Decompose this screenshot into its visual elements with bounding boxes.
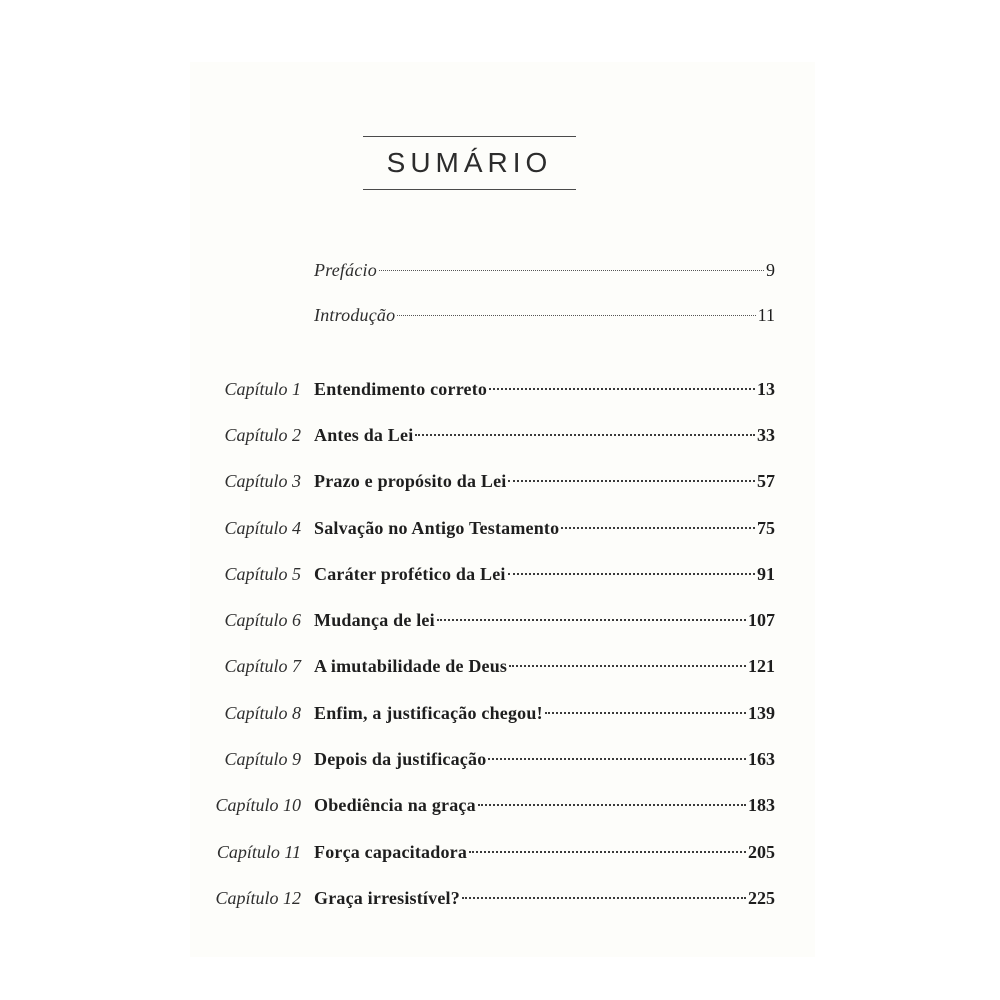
page-number: 139	[748, 703, 775, 723]
toc-entry-chapter-2	[200, 421, 775, 449]
page-number: 91	[757, 564, 775, 584]
dot-leader	[508, 572, 755, 575]
chapter-label: Capítulo 5	[224, 564, 301, 584]
page-number: 183	[748, 795, 775, 815]
entry-title: Obediência na graça	[314, 795, 476, 815]
page-number: 75	[757, 518, 775, 538]
chapter-label: Capítulo 4	[224, 518, 301, 538]
entry-title: Salvação no Antigo Testamento	[314, 518, 560, 538]
title-rule-top	[363, 136, 576, 137]
page-number: 33	[757, 425, 775, 445]
chapter-label: Capítulo 10	[215, 795, 301, 815]
dot-leader	[437, 618, 746, 621]
toc-entry-introducao	[200, 301, 775, 329]
entry-title: Graça irresistível?	[314, 888, 460, 908]
toc-entry-chapter-9	[200, 745, 775, 773]
toc-entry-prefacio	[200, 256, 775, 284]
toc-entry-chapter-5	[200, 560, 775, 588]
page-number: 205	[748, 842, 775, 862]
page-number: 107	[748, 610, 775, 630]
page-number: 121	[748, 656, 775, 676]
chapter-label: Capítulo 1	[224, 379, 301, 399]
page-number: 57	[757, 471, 775, 491]
dot-leader	[509, 664, 746, 667]
dot-leader	[462, 896, 746, 899]
dot-leader	[561, 526, 755, 529]
entry-title: A imutabilidade de Deus	[314, 656, 508, 676]
toc-entry-chapter-6	[200, 606, 775, 634]
title-rule-bottom	[363, 189, 576, 190]
toc-entry-chapter-7	[200, 652, 775, 680]
dot-leader	[489, 387, 755, 390]
dot-leader	[415, 433, 755, 436]
title-block	[363, 136, 576, 192]
entry-title: Enfim, a justificação chegou!	[314, 703, 543, 723]
toc-entry-chapter-8	[200, 699, 775, 727]
dot-leader	[379, 269, 764, 271]
entry-title: Introdução	[314, 305, 396, 325]
page-number: 225	[748, 888, 775, 908]
toc-entry-chapter-3	[200, 467, 775, 495]
toc-entry-chapter-11	[200, 838, 775, 866]
dot-leader	[469, 850, 746, 853]
toc-entry-chapter-10	[200, 791, 775, 819]
page-title: SUMÁRIO	[386, 147, 553, 178]
chapter-label: Capítulo 6	[224, 610, 301, 630]
page-number: 163	[748, 749, 775, 769]
book-page	[190, 62, 815, 957]
page-number: 11	[757, 305, 775, 325]
page-number: 9	[766, 260, 775, 280]
dot-leader	[488, 757, 746, 760]
toc-entry-chapter-1	[200, 375, 775, 403]
entry-title: Entendimento correto	[314, 379, 488, 399]
dot-leader	[397, 314, 755, 316]
chapter-label: Capítulo 11	[216, 842, 301, 862]
entry-title: Mudança de lei	[314, 610, 435, 630]
dot-leader	[545, 711, 746, 714]
chapter-label: Capítulo 9	[224, 749, 301, 769]
entry-title: Prefácio	[314, 260, 377, 280]
chapter-label: Capítulo 12	[215, 888, 301, 908]
entry-title: Caráter profético da Lei	[314, 564, 506, 584]
chapter-label: Capítulo 7	[224, 656, 301, 676]
toc-entry-chapter-12	[200, 884, 775, 912]
chapter-label: Capítulo 8	[224, 703, 301, 723]
entry-title: Prazo e propósito da Lei	[314, 471, 507, 491]
entry-title: Antes da Lei	[314, 425, 414, 445]
chapter-label: Capítulo 2	[224, 425, 301, 445]
page-number: 13	[757, 379, 775, 399]
dot-leader	[478, 803, 746, 806]
entry-title: Depois da justificação	[314, 749, 487, 769]
entry-title: Força capacitadora	[314, 842, 468, 862]
dot-leader	[508, 479, 755, 482]
toc-entry-chapter-4	[200, 514, 775, 542]
chapter-label: Capítulo 3	[224, 471, 301, 491]
